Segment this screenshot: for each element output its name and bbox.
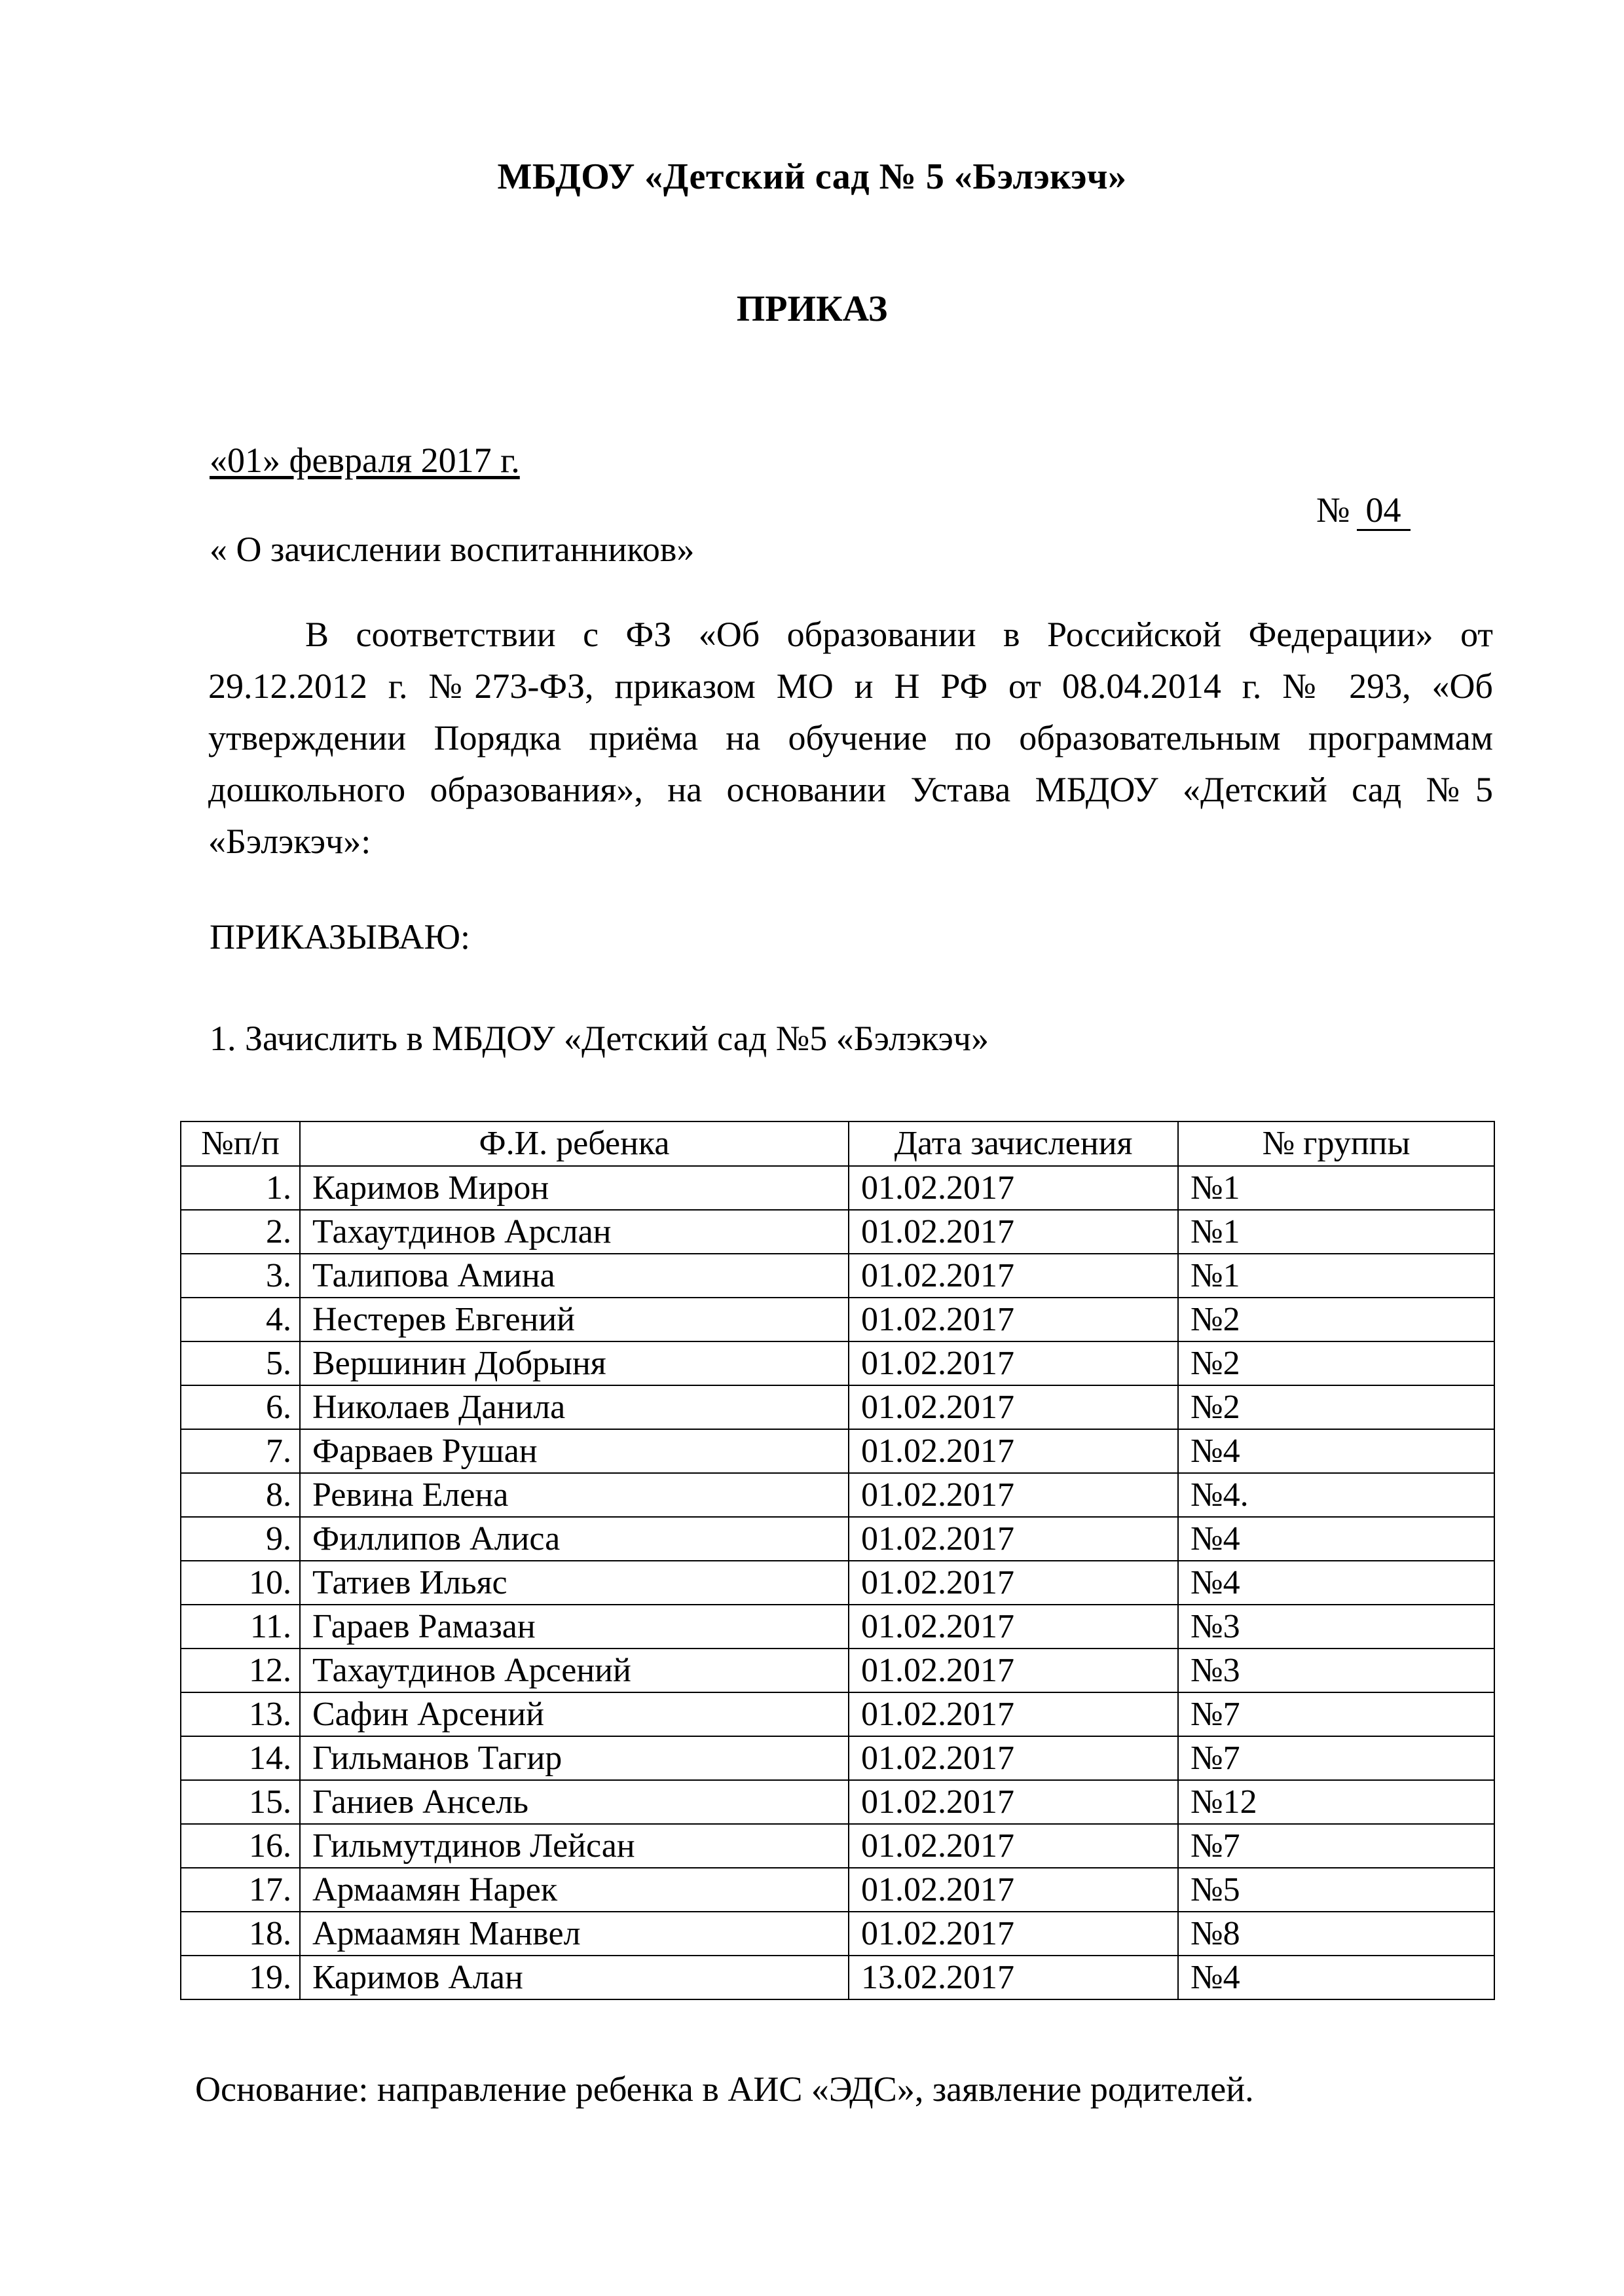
order-number-label: № — [1316, 490, 1350, 530]
row-number: 18. — [181, 1912, 300, 1956]
child-name: Армаамян Манвел — [300, 1912, 849, 1956]
child-name: Гараев Рамазан — [300, 1605, 849, 1649]
row-number: 6. — [181, 1385, 300, 1429]
row-number: 14. — [181, 1736, 300, 1780]
child-name: Каримов Мирон — [300, 1166, 849, 1210]
group-number: №4. — [1178, 1473, 1494, 1517]
enrollment-date: 01.02.2017 — [849, 1210, 1178, 1254]
enrollment-date: 01.02.2017 — [849, 1561, 1178, 1605]
table-row — [181, 1517, 1494, 1561]
table-row — [181, 1298, 1494, 1341]
group-number: №4 — [1178, 1561, 1494, 1605]
enrollment-date: 01.02.2017 — [849, 1692, 1178, 1736]
table-row — [181, 1736, 1494, 1780]
child-name: Татиев Ильяс — [300, 1561, 849, 1605]
child-name: Каримов Алан — [300, 1956, 849, 1999]
table-row — [181, 1649, 1494, 1692]
row-number: 8. — [181, 1473, 300, 1517]
enrollment-date: 01.02.2017 — [849, 1166, 1178, 1210]
child-name: Нестерев Евгений — [300, 1298, 849, 1341]
row-number: 11. — [181, 1605, 300, 1649]
child-name: Филлипов Алиса — [300, 1517, 849, 1561]
enrollment-date: 01.02.2017 — [849, 1649, 1178, 1692]
group-number: №2 — [1178, 1385, 1494, 1429]
table-row — [181, 1956, 1494, 1999]
child-name: Фарваев Рушан — [300, 1429, 849, 1473]
enrollment-date: 01.02.2017 — [849, 1341, 1178, 1385]
child-name: Гильмутдинов Лейсан — [300, 1824, 849, 1868]
preamble-paragraph: В соответствии с ФЗ «Об образовании в Российской Федерации» от 29.12.2012 г. №273-ФЗ, приказом МО и Н РФ от 08.04.2014 г. № 293, «Об утверждении Порядка приёма на обучение по образовательным программам дошкольного образования», на основании Устава МБДОУ «Детский сад №5 «Бэлэкэч»: — [208, 615, 1493, 861]
ordering-word: ПРИКАЗЫВАЮ: — [210, 917, 470, 957]
table-row — [181, 1780, 1494, 1824]
order-number — [1316, 490, 1411, 531]
enrollment-date: 01.02.2017 — [849, 1824, 1178, 1868]
table-row — [181, 1429, 1494, 1473]
enrollment-date: 01.02.2017 — [849, 1473, 1178, 1517]
header-child-name: Ф.И. ребенка — [300, 1121, 849, 1166]
group-number: №7 — [1178, 1736, 1494, 1780]
order-number-value: 04 — [1357, 492, 1411, 531]
row-number: 13. — [181, 1692, 300, 1736]
row-number: 19. — [181, 1956, 300, 1999]
order-subject: « О зачислении воспитанников» — [210, 530, 695, 569]
group-number: №3 — [1178, 1649, 1494, 1692]
group-number: №7 — [1178, 1824, 1494, 1868]
row-number: 5. — [181, 1341, 300, 1385]
header-number: №п/п — [181, 1121, 300, 1166]
child-name: Николаев Данила — [300, 1385, 849, 1429]
enrollment-date: 01.02.2017 — [849, 1385, 1178, 1429]
header-group-number: № группы — [1178, 1121, 1494, 1166]
enrollment-date: 01.02.2017 — [849, 1868, 1178, 1912]
row-number: 10. — [181, 1561, 300, 1605]
table-row — [181, 1692, 1494, 1736]
group-number: №7 — [1178, 1692, 1494, 1736]
clause-1: 1. Зачислить в МБДОУ «Детский сад №5 «Бэлэкэч» — [210, 1019, 989, 1058]
table-row — [181, 1605, 1494, 1649]
table-row — [181, 1912, 1494, 1956]
child-name: Гильманов Тагир — [300, 1736, 849, 1780]
enrollment-date: 01.02.2017 — [849, 1517, 1178, 1561]
table-row — [181, 1254, 1494, 1298]
group-number: №3 — [1178, 1605, 1494, 1649]
child-name: Тахаутдинов Арслан — [300, 1210, 849, 1254]
document-type-heading: ПРИКАЗ — [736, 289, 888, 329]
group-number: №4 — [1178, 1956, 1494, 1999]
child-name: Ганиев Ансель — [300, 1780, 849, 1824]
group-number: №8 — [1178, 1912, 1494, 1956]
row-number: 7. — [181, 1429, 300, 1473]
group-number: №1 — [1178, 1166, 1494, 1210]
header-enrollment-date: Дата зачисления — [849, 1121, 1178, 1166]
table-row — [181, 1210, 1494, 1254]
row-number: 12. — [181, 1649, 300, 1692]
row-number: 9. — [181, 1517, 300, 1561]
group-number: №1 — [1178, 1210, 1494, 1254]
row-number: 15. — [181, 1780, 300, 1824]
row-number: 2. — [181, 1210, 300, 1254]
row-number: 4. — [181, 1298, 300, 1341]
enrollment-date: 13.02.2017 — [849, 1956, 1178, 1999]
child-name: Ревина Елена — [300, 1473, 849, 1517]
row-number: 3. — [181, 1254, 300, 1298]
group-number: №12 — [1178, 1780, 1494, 1824]
enrollment-date: 01.02.2017 — [849, 1780, 1178, 1824]
row-number: 16. — [181, 1824, 300, 1868]
order-date: «01» февраля 2017 г. — [210, 441, 520, 480]
child-name: Вершинин Добрыня — [300, 1341, 849, 1385]
enrollment-date: 01.02.2017 — [849, 1298, 1178, 1341]
group-number: №2 — [1178, 1298, 1494, 1341]
child-name: Тахаутдинов Арсений — [300, 1649, 849, 1692]
group-number: №1 — [1178, 1254, 1494, 1298]
table-row — [181, 1341, 1494, 1385]
enrollment-date: 01.02.2017 — [849, 1912, 1178, 1956]
table-row — [181, 1473, 1494, 1517]
table-row — [181, 1561, 1494, 1605]
table-row — [181, 1166, 1494, 1210]
enrollment-table — [180, 1121, 1495, 2000]
enrollment-date: 01.02.2017 — [849, 1254, 1178, 1298]
group-number: №2 — [1178, 1341, 1494, 1385]
row-number: 17. — [181, 1868, 300, 1912]
table-header-row — [181, 1121, 1494, 1166]
table-row — [181, 1868, 1494, 1912]
basis-note: Основание: направление ребенка в АИС «ЭДС», заявление родителей. — [195, 2069, 1254, 2109]
group-number: №4 — [1178, 1517, 1494, 1561]
child-name: Талипова Амина — [300, 1254, 849, 1298]
group-number: №5 — [1178, 1868, 1494, 1912]
child-name: Армаамян Нарек — [300, 1868, 849, 1912]
organization-title: МБДОУ «Детский сад № 5 «Бэлэкэч» — [497, 156, 1127, 197]
enrollment-date: 01.02.2017 — [849, 1429, 1178, 1473]
table-row — [181, 1385, 1494, 1429]
row-number: 1. — [181, 1166, 300, 1210]
table-row — [181, 1824, 1494, 1868]
child-name: Сафин Арсений — [300, 1692, 849, 1736]
group-number: №4 — [1178, 1429, 1494, 1473]
enrollment-date: 01.02.2017 — [849, 1605, 1178, 1649]
enrollment-date: 01.02.2017 — [849, 1736, 1178, 1780]
